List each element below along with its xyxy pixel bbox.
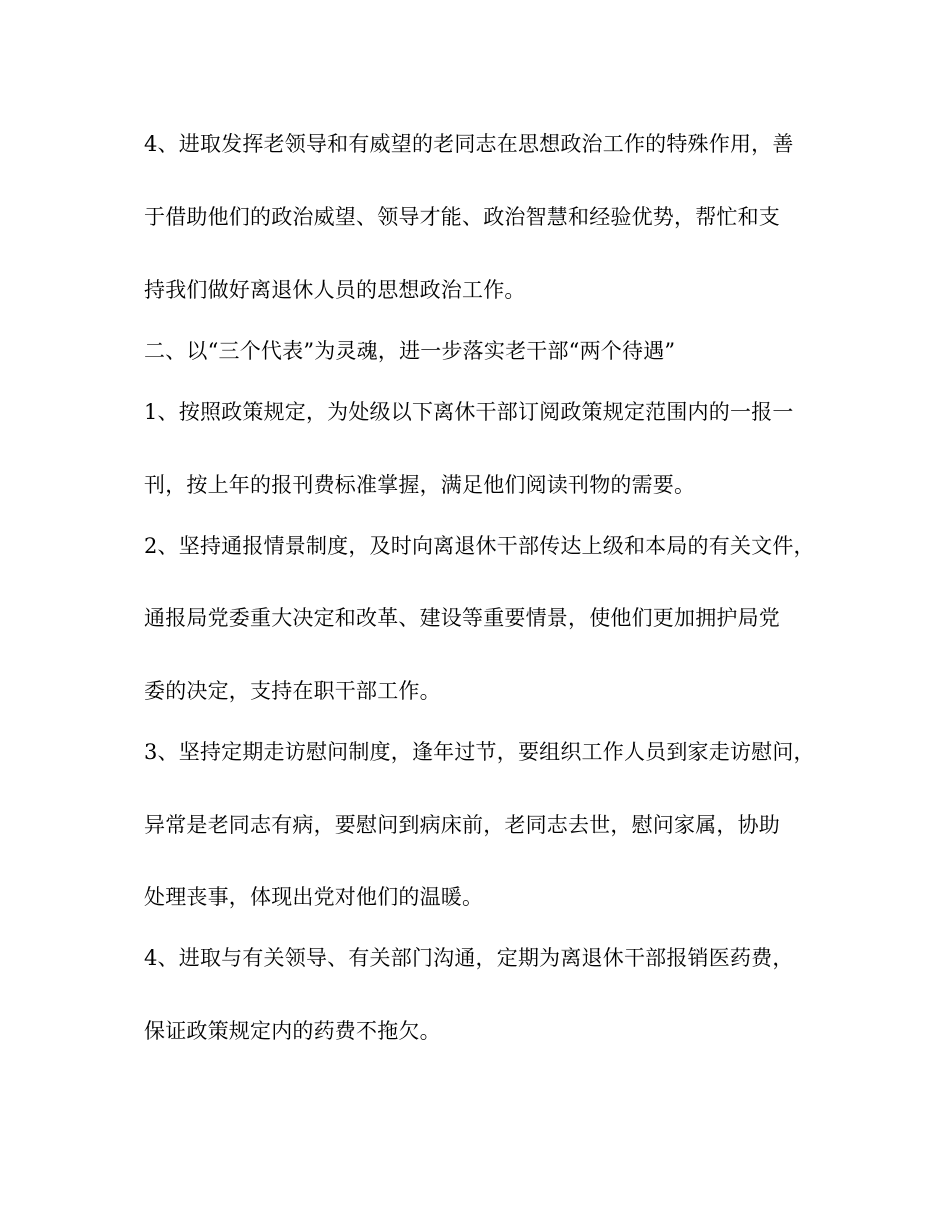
text-line: 4、进取与有关领导、有关部门沟通，定期为离退休干部报销医药费， bbox=[144, 946, 794, 970]
text-line: 处理丧事，体现出党对他们的温暖。 bbox=[144, 885, 484, 909]
text-line: 通报局党委重大决定和改革、建设等重要情景，使他们更加拥护局党 bbox=[144, 606, 780, 630]
text-line: 委的决定，支持在职干部工作。 bbox=[144, 679, 441, 703]
text-line: 保证政策规定内的药费不拖欠。 bbox=[144, 1019, 441, 1043]
section-heading: 二、以“三个代表”为灵魂，进一步落实老干部“两个待遇” bbox=[144, 339, 676, 363]
text-line: 于借助他们的政治威望、领导才能、政治智慧和经验优势，帮忙和支 bbox=[144, 205, 780, 229]
text-line: 4、进取发挥老领导和有威望的老同志在思想政治工作的特殊作用，善 bbox=[144, 132, 794, 156]
text-line: 2、坚持通报情景制度，及时向离退休干部传达上级和本局的有关文件， bbox=[144, 534, 815, 558]
text-line: 3、坚持定期走访慰问制度，逢年过节，要组织工作人员到家走访慰问， bbox=[144, 740, 815, 764]
text-line: 1、按照政策规定，为处级以下离休干部订阅政策规定范围内的一报一 bbox=[144, 400, 794, 424]
text-line: 异常是老同志有病，要慰问到病床前，老同志去世，慰问家属，协助 bbox=[144, 813, 780, 837]
text-line: 持我们做好离退休人员的思想政治工作。 bbox=[144, 278, 526, 302]
text-line: 刊，按上年的报刊费标准掌握，满足他们阅读刊物的需要。 bbox=[144, 473, 696, 497]
